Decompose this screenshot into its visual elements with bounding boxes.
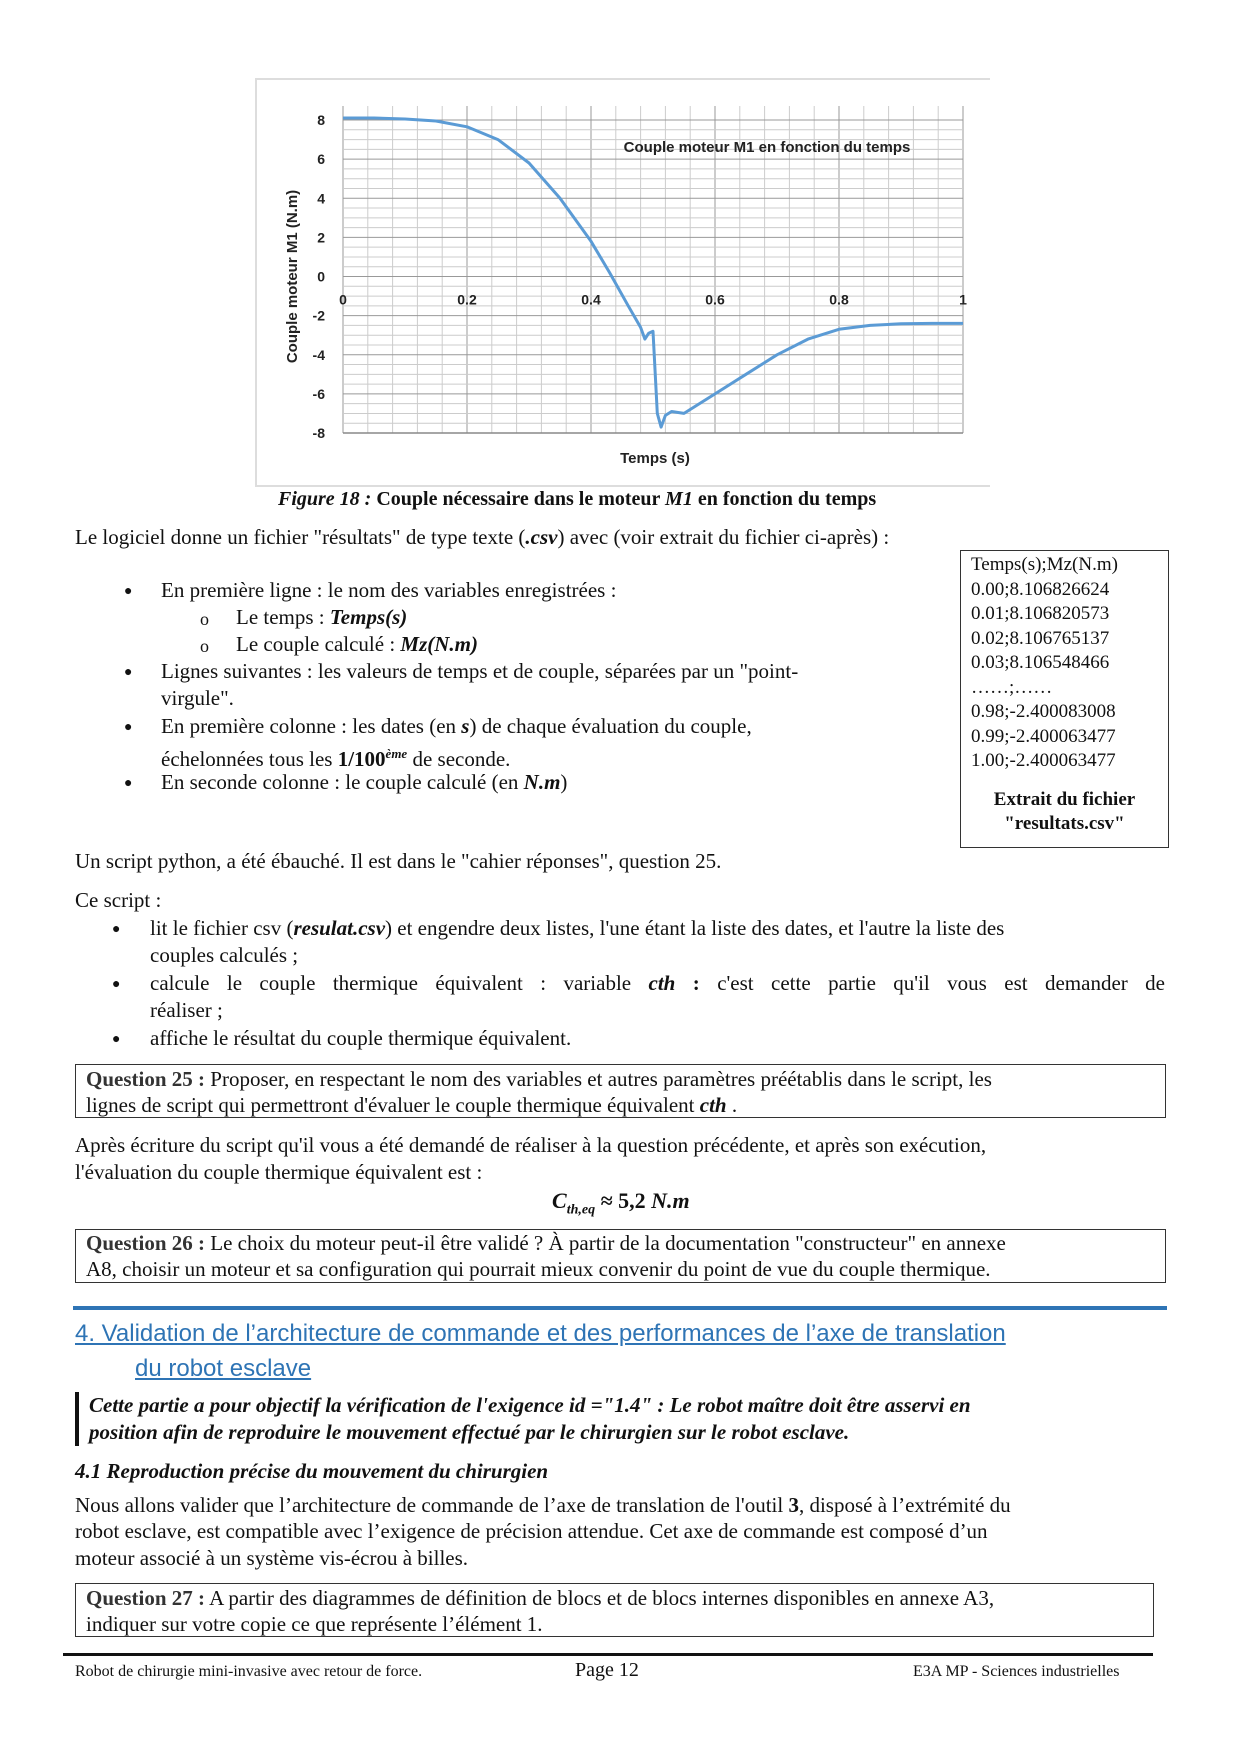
- figure-caption-text2: en fonction du temps: [692, 488, 877, 510]
- csv-caption: [961, 788, 1168, 836]
- text-segment: ème: [385, 746, 408, 761]
- text-segment: Ce script :: [75, 888, 162, 912]
- bullet-1: [161, 577, 616, 604]
- text-segment: Temps(s): [329, 605, 408, 629]
- text-segment: s: [461, 714, 470, 738]
- text-segment: 4. Validation de l’architecture de commande et des performances de l’axe de translation: [75, 1320, 1006, 1347]
- text-segment: Le couple calculé :: [236, 632, 401, 656]
- text-segment: ≈ 5,2: [595, 1188, 652, 1213]
- text-segment: calcule le couple thermique équivalent : variable: [150, 971, 649, 995]
- subsection-4-1-heading: [75, 1458, 548, 1485]
- text-segment: Un script python, a été ébauché. Il est dans le "cahier réponses", question 25.: [75, 849, 722, 873]
- page-number: Page 12: [575, 1659, 639, 1681]
- question-25-line2: [86, 1092, 737, 1119]
- bullet-3-line1: [161, 713, 752, 740]
- y-tick-label: 6: [317, 151, 325, 168]
- text-segment: :: [675, 971, 718, 995]
- bullet-icon: ●: [124, 776, 133, 791]
- text-segment: En première ligne : le nom des variables enregistrées :: [161, 578, 617, 602]
- cth-formula: [552, 1187, 690, 1223]
- script-bullet-1-line2: [150, 942, 298, 969]
- objective-bar: [75, 1392, 79, 1446]
- sub-bullet-icon: o: [200, 609, 209, 629]
- text-segment: affiche le résultat du couple thermique équivalent.: [150, 1026, 572, 1050]
- text-segment: Question 25 :: [86, 1067, 206, 1091]
- text-segment: indiquer sur votre copie ce que représente l’élément 1.: [86, 1612, 543, 1636]
- text-segment: Nous allons valider que l’architecture de commande de l’axe de translation de l'outil: [75, 1493, 789, 1517]
- text-segment: ) de chaque évaluation du couple,: [469, 714, 752, 738]
- figure-18-chart: [255, 78, 990, 487]
- csv-caption-line2: "resultats.csv": [1004, 812, 1125, 834]
- text-segment: C: [552, 1188, 567, 1213]
- script-intro: [75, 848, 721, 875]
- y-tick-label: 0: [317, 268, 325, 285]
- question-27-line2: [86, 1611, 543, 1638]
- csv-row: 0.01;8.106820573: [971, 603, 1110, 624]
- text-segment: Le temps :: [236, 605, 330, 629]
- sub-bullet-1a: [236, 604, 407, 631]
- bullet-2-line1: [161, 658, 798, 685]
- after-text-line2: [75, 1159, 482, 1186]
- csv-row: 0.98;-2.400083008: [971, 701, 1116, 722]
- bullet-icon: ●: [124, 665, 133, 680]
- script-bullet-2-line2: [150, 997, 223, 1024]
- text-segment: .: [726, 1093, 738, 1117]
- x-tick-label: 0: [339, 291, 347, 308]
- question-26-line2: [86, 1256, 991, 1283]
- text-segment: lignes de script qui permettront d'évaluer le couple thermique équivalent: [86, 1093, 700, 1117]
- bullet-icon: ●: [124, 584, 133, 599]
- text-segment: de seconde.: [407, 747, 511, 771]
- x-tick-label: 0.8: [829, 291, 849, 308]
- csv-caption-line1: Extrait du fichier: [993, 788, 1136, 810]
- text-segment: , disposé à l’extrémité du: [798, 1493, 1011, 1517]
- text-segment: Après écriture du script qu'il vous a été demandé de réaliser à la question précédente, et après son exécution,: [75, 1133, 987, 1157]
- text-segment: du robot esclave: [135, 1355, 312, 1382]
- csv-row: ……;……: [971, 676, 1053, 698]
- x-tick-label: 1: [959, 291, 967, 308]
- text-segment: Mz(N.m): [400, 632, 479, 656]
- text-segment: A partir des diagrammes de définition de blocs et de blocs internes disponibles en annexe A3,: [205, 1586, 995, 1610]
- text-segment: cth: [699, 1093, 727, 1117]
- footer-right: E3A MP - Sciences industrielles: [913, 1663, 1120, 1680]
- y-tick-label: 4: [317, 190, 325, 207]
- csv-row: Temps(s);Mz(N.m): [971, 554, 1118, 575]
- x-tick-label: 0.4: [581, 291, 601, 308]
- text-segment: Question 27 :: [86, 1586, 206, 1610]
- script-label: [75, 887, 161, 914]
- section-4-heading-line2: [135, 1353, 311, 1385]
- question-26-line1: [86, 1230, 1006, 1257]
- bullet-4: [161, 769, 567, 796]
- x-tick-label: 0.6: [705, 291, 725, 308]
- text-segment: Proposer, en respectant le nom des variables et autres paramètres préétablis dans le script, les: [205, 1067, 992, 1091]
- csv-rows: [961, 551, 1168, 776]
- x-axis-label: Temps (s): [620, 450, 690, 467]
- csv-extract-box: [960, 550, 1169, 848]
- text-segment: cth: [648, 971, 676, 995]
- paragraph-line3: [75, 1545, 468, 1572]
- text-segment: Le choix du moteur peut-il être validé ? À partir de la documentation "constructeur" en annexe: [205, 1231, 1006, 1255]
- text-segment: ) et engendre deux listes, l'une étant la liste des dates, et l'autre la liste des: [385, 916, 1005, 940]
- script-bullet-3: [150, 1025, 571, 1052]
- text-segment: Le logiciel donne un fichier "résultats" de type texte (: [75, 525, 526, 549]
- bullet-icon: ●: [124, 720, 133, 735]
- y-tick-label: -8: [312, 425, 325, 441]
- text-segment: En seconde colonne : le couple calculé (en: [161, 770, 524, 794]
- question-27-line1: [86, 1585, 994, 1612]
- csv-row: 1.00;-2.400063477: [971, 750, 1116, 771]
- sub-bullet-1b: [236, 631, 478, 658]
- bullet-icon: ●: [112, 922, 121, 937]
- text-segment: ): [560, 770, 568, 794]
- text-segment: réaliser ;: [150, 998, 223, 1022]
- csv-row: 0.03;8.106548466: [971, 652, 1110, 673]
- csv-row: 0.99;-2.400063477: [971, 725, 1116, 747]
- question-25-line1: [86, 1066, 992, 1093]
- figure-caption: [278, 486, 876, 513]
- torque-curve: [343, 118, 963, 427]
- text-segment: lit le fichier csv (: [150, 916, 294, 940]
- csv-row: 0.00;8.106826624: [971, 578, 1110, 600]
- text-segment: échelonnées tous les: [161, 747, 338, 771]
- text-segment: N.m: [651, 1188, 690, 1213]
- text-segment: resulat.csv: [293, 916, 386, 940]
- after-text-line1: [75, 1132, 986, 1159]
- script-bullet-2-line1: [150, 970, 1165, 997]
- text-segment: l'évaluation du couple thermique équivalent est :: [75, 1160, 483, 1184]
- text-segment: position afin de reproduire le mouvement effectué par le chirurgien sur le robot esclave.: [89, 1420, 850, 1444]
- bullet-icon: ●: [112, 977, 121, 992]
- script-bullet-1-line1: [150, 915, 1004, 942]
- text-segment: virgule".: [161, 686, 234, 710]
- y-axis-label: Couple moteur M1 (N.m): [284, 189, 301, 364]
- footer-divider: [63, 1653, 1153, 1656]
- text-segment: 4.1 Reproduction précise du mouvement du chirurgien: [75, 1459, 549, 1483]
- objective-line2: [89, 1419, 849, 1446]
- figure-caption-var: M1: [665, 488, 693, 510]
- text-segment: 3: [788, 1493, 799, 1517]
- text-segment: En première colonne : les dates (en: [161, 714, 462, 738]
- chart-title: Couple moteur M1 en fonction du temps: [623, 139, 911, 156]
- section-divider: [73, 1306, 1167, 1310]
- y-tick-label: -2: [312, 307, 325, 324]
- y-tick-label: 2: [317, 229, 325, 246]
- paragraph-line2: [75, 1518, 988, 1545]
- text-segment: robot esclave, est compatible avec l’exigence de précision attendue. Cet axe de commande est composé d’un: [75, 1519, 988, 1543]
- y-tick-label: 8: [317, 112, 325, 128]
- text-segment: ) avec (voir extrait du fichier ci-après) :: [557, 525, 890, 549]
- csv-row: 0.02;8.106765137: [971, 627, 1110, 649]
- paragraph-line1: [75, 1492, 1011, 1519]
- bullet-2-line2: [161, 685, 234, 712]
- text-segment: Cette partie a pour objectif la vérification de l'exigence id ="1.4" : Le robot maître doit être asservi en: [89, 1393, 971, 1417]
- text-segment: moteur associé à un système vis-écrou à billes.: [75, 1546, 469, 1570]
- text-segment: A8, choisir un moteur et sa configuration qui pourrait mieux convenir du point de vue du couple thermique.: [86, 1257, 991, 1281]
- text-segment: c'est cette partie qu'il vous est demander de: [717, 971, 1166, 995]
- text-segment: th,eq: [566, 1202, 596, 1218]
- figure-caption-text: Couple nécessaire dans le moteur: [376, 488, 666, 510]
- section-4-heading-line1: [75, 1318, 1006, 1350]
- text-segment: .csv: [525, 525, 558, 549]
- text-segment: Question 26 :: [86, 1231, 206, 1255]
- bullet-icon: ●: [112, 1032, 121, 1047]
- figure-label: Figure 18 :: [278, 488, 372, 510]
- text-segment: 1/100: [337, 747, 386, 771]
- y-tick-label: -4: [312, 346, 325, 363]
- sub-bullet-icon: o: [200, 636, 209, 656]
- text-segment: Lignes suivantes : les valeurs de temps et de couple, séparées par un "point-: [161, 659, 799, 683]
- objective-line1: [89, 1392, 971, 1419]
- text-segment: N.m: [523, 770, 561, 794]
- y-tick-label: -6: [312, 385, 325, 402]
- text-segment: couples calculés ;: [150, 943, 299, 967]
- intro-text: [75, 524, 889, 551]
- torque-chart-svg: [257, 80, 990, 485]
- footer-left: Robot de chirurgie mini-invasive avec retour de force.: [75, 1663, 423, 1680]
- x-tick-label: 0.2: [457, 291, 477, 308]
